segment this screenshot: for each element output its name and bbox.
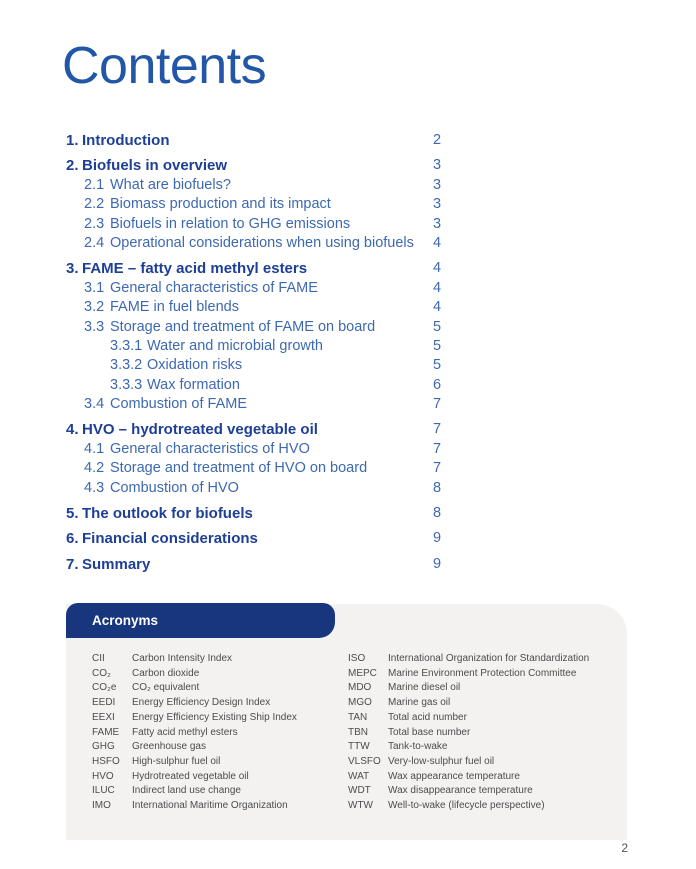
acronym-definition: International Organization for Standardization [388,653,590,664]
acronyms-left-column [92,652,348,814]
toc-entry-number: 5. [66,505,79,523]
acronym-key: TAN [348,711,368,723]
toc-entry-page: 5 [433,318,442,335]
acronym-item [92,681,348,696]
acronym-item [348,740,608,755]
table-of-contents [66,132,458,575]
toc-entry-title: Biofuels in relation to GHG emissions [110,215,351,232]
toc-entry-page: 4 [433,279,442,296]
acronym-item [92,696,348,711]
toc-entry-number: 2.4 [84,234,105,251]
toc-entry-number: 6. [66,530,79,548]
toc-entry-title: What are biofuels? [110,176,231,193]
page-number: 2 [621,841,628,855]
acronym-item [92,726,348,741]
toc-entry-number: 3.3.3 [110,376,143,393]
acronym-definition: Well-to-wake (lifecycle perspective) [388,800,545,812]
acronym-item [348,711,608,726]
toc-entry-page: 5 [433,357,442,374]
toc-entry-number: 4. [66,421,79,439]
acronyms-header-tab [66,603,335,638]
toc-entry-page: 8 [433,505,442,522]
toc-entry-page: 4 [433,299,442,316]
acronyms-header-label: Acronyms [92,613,159,628]
toc-entry-page: 6 [433,376,442,393]
toc-entry-number: 2.2 [84,196,105,213]
toc-entry[interactable] [66,157,458,176]
acronym-item [348,667,608,682]
toc-entry-page: 4 [433,260,442,277]
toc-entry-title: Combustion of HVO [110,479,239,496]
toc-entry[interactable] [66,177,458,196]
acronym-item [92,784,348,799]
acronym-definition: Carbon dioxide [132,667,200,679]
toc-entry-number: 3.4 [84,396,105,413]
toc-entry[interactable] [66,357,458,376]
acronym-item [92,770,348,785]
toc-entry-title: Operational considerations when using biofuels [110,234,414,251]
acronym-key: ISO [348,653,366,664]
toc-entry-page: 7 [433,440,442,457]
acronym-key: IMO [92,800,111,812]
toc-entry-number: 1. [66,132,79,149]
acronym-item [348,696,608,711]
acronym-item [92,755,348,770]
acronym-key: WDT [348,785,371,797]
acronyms-right-column [348,652,608,814]
toc-entry-page: 3 [433,215,442,232]
toc-entry-number: 7. [66,555,79,573]
toc-entry-number: 3.3.2 [110,357,143,374]
acronym-definition: Energy Efficiency Design Index [132,697,271,709]
acronym-definition: Indirect land use change [132,785,241,797]
toc-entry[interactable] [66,235,458,254]
toc-entry-page: 3 [433,157,442,174]
acronym-key: WTW [348,800,373,812]
acronym-key: GHG [92,741,115,753]
toc-entry[interactable] [66,299,458,318]
toc-entry-page: 7 [433,460,442,477]
acronym-definition: CO₂ equivalent [132,682,200,694]
acronym-item [92,667,348,682]
toc-entry-title: FAME in fuel blends [110,299,239,316]
acronym-key: TBN [348,726,368,738]
acronym-key: MEPC [348,667,377,679]
acronym-definition: Energy Efficiency Existing Ship Index [132,711,297,723]
acronym-definition: Hydrotreated vegetable oil [132,770,249,782]
acronym-key: CO₂ [92,667,111,679]
toc-entry-number: 3. [66,260,79,278]
acronym-definition: Marine Environment Protection Committee [388,667,577,679]
toc-entry-title: Storage and treatment of HVO on board [110,460,368,477]
toc-entry-title: Water and microbial growth [147,337,323,354]
acronym-key: VLSFO [348,755,381,767]
toc-entry-title: General characteristics of HVO [110,440,310,457]
toc-entry-title: Biofuels in overview [82,157,228,175]
toc-entry[interactable] [66,480,458,499]
acronym-definition: Marine diesel oil [388,682,461,694]
acronym-key: WAT [348,770,370,782]
acronym-definition: Greenhouse gas [132,741,206,753]
acronym-item [348,784,608,799]
toc-entry-page: 3 [433,196,442,213]
toc-entry[interactable] [66,505,458,524]
acronym-key: HSFO [92,755,120,767]
acronym-definition: Total acid number [388,711,467,723]
toc-entry[interactable] [66,441,458,460]
toc-entry-page: 2 [433,132,442,148]
acronym-key: EEDI [92,697,116,709]
toc-entry-number: 3.2 [84,299,105,316]
toc-entry-title: The outlook for biofuels [82,505,253,523]
acronym-item [92,652,348,667]
toc-entry[interactable] [66,421,458,440]
toc-entry[interactable] [66,377,458,396]
toc-entry-title: Financial considerations [82,530,258,548]
toc-entry[interactable] [66,396,458,415]
acronym-item [348,799,608,814]
acronym-key: MDO [348,682,372,694]
toc-entry-title: Storage and treatment of FAME on board [110,318,376,335]
toc-entry-page: 9 [433,555,442,572]
toc-entry-title: General characteristics of FAME [110,279,318,296]
toc-entry-number: 3.3.1 [110,337,143,354]
toc-entry-number: 4.1 [84,440,105,457]
toc-entry-page: 8 [433,479,442,496]
toc-entry[interactable] [66,460,458,479]
acronym-key: CII [92,653,105,664]
acronym-key: FAME [92,726,120,738]
toc-entry-title: Oxidation risks [147,357,243,374]
acronym-item [92,711,348,726]
acronyms-list [92,652,608,814]
acronym-definition: Wax disappearance temperature [388,785,533,797]
acronym-key: MGO [348,697,372,709]
toc-entry[interactable] [66,319,458,338]
acronym-definition: High-sulphur fuel oil [132,755,221,767]
toc-entry-page: 7 [433,421,442,438]
toc-entry-number: 3.3 [84,318,105,335]
toc-entry-title: Introduction [82,132,170,149]
acronym-definition: Fatty acid methyl esters [132,726,238,738]
acronym-key: TTW [348,741,370,753]
acronym-key: EEXI [92,711,115,723]
acronym-item [348,770,608,785]
toc-entry-page: 4 [433,234,442,251]
acronym-key: HVO [92,770,114,782]
toc-entry-title: Combustion of FAME [110,396,247,413]
acronym-item [92,799,348,814]
acronym-key: ILUC [92,785,115,797]
toc-entry[interactable] [66,280,458,299]
toc-entry[interactable] [66,556,458,575]
toc-entry-number: 2. [66,157,79,175]
toc-entry[interactable] [66,338,458,357]
toc-entry-number: 2.1 [84,176,105,193]
toc-entry[interactable] [66,260,458,279]
toc-entry-page: 7 [433,396,442,413]
acronym-key: CO₂e [92,682,117,694]
acronym-definition: Tank-to-wake [388,741,448,753]
acronym-definition: Very-low-sulphur fuel oil [388,755,495,767]
toc-entry-page: 3 [433,176,442,193]
acronym-definition: Wax appearance temperature [388,770,520,782]
acronym-definition: Marine gas oil [388,697,451,709]
page-title: Contents [62,37,267,95]
toc-entry-number: 4.3 [84,479,105,496]
toc-entry-number: 4.2 [84,460,105,477]
toc-entry-title: Wax formation [147,376,240,393]
acronym-definition: Total base number [388,726,471,738]
toc-entry-title: Biomass production and its impact [110,196,331,213]
acronym-definition: Carbon Intensity Index [132,653,233,664]
acronym-definition: International Maritime Organization [132,800,288,812]
acronym-item [348,755,608,770]
toc-entry-title: FAME – fatty acid methyl esters [82,260,308,278]
toc-entry-number: 3.1 [84,279,105,296]
acronym-item [348,681,608,696]
toc-entry[interactable] [66,132,458,151]
toc-entry-page: 9 [433,530,442,547]
toc-entry-page: 5 [433,337,442,354]
acronym-item [348,726,608,741]
toc-entry[interactable] [66,216,458,235]
toc-entry[interactable] [66,196,458,215]
toc-entry-title: HVO – hydrotreated vegetable oil [82,421,318,439]
toc-entry[interactable] [66,530,458,549]
acronym-item [92,740,348,755]
toc-entry-title: Summary [82,555,151,573]
acronym-item [348,652,608,667]
toc-entry-number: 2.3 [84,215,105,232]
